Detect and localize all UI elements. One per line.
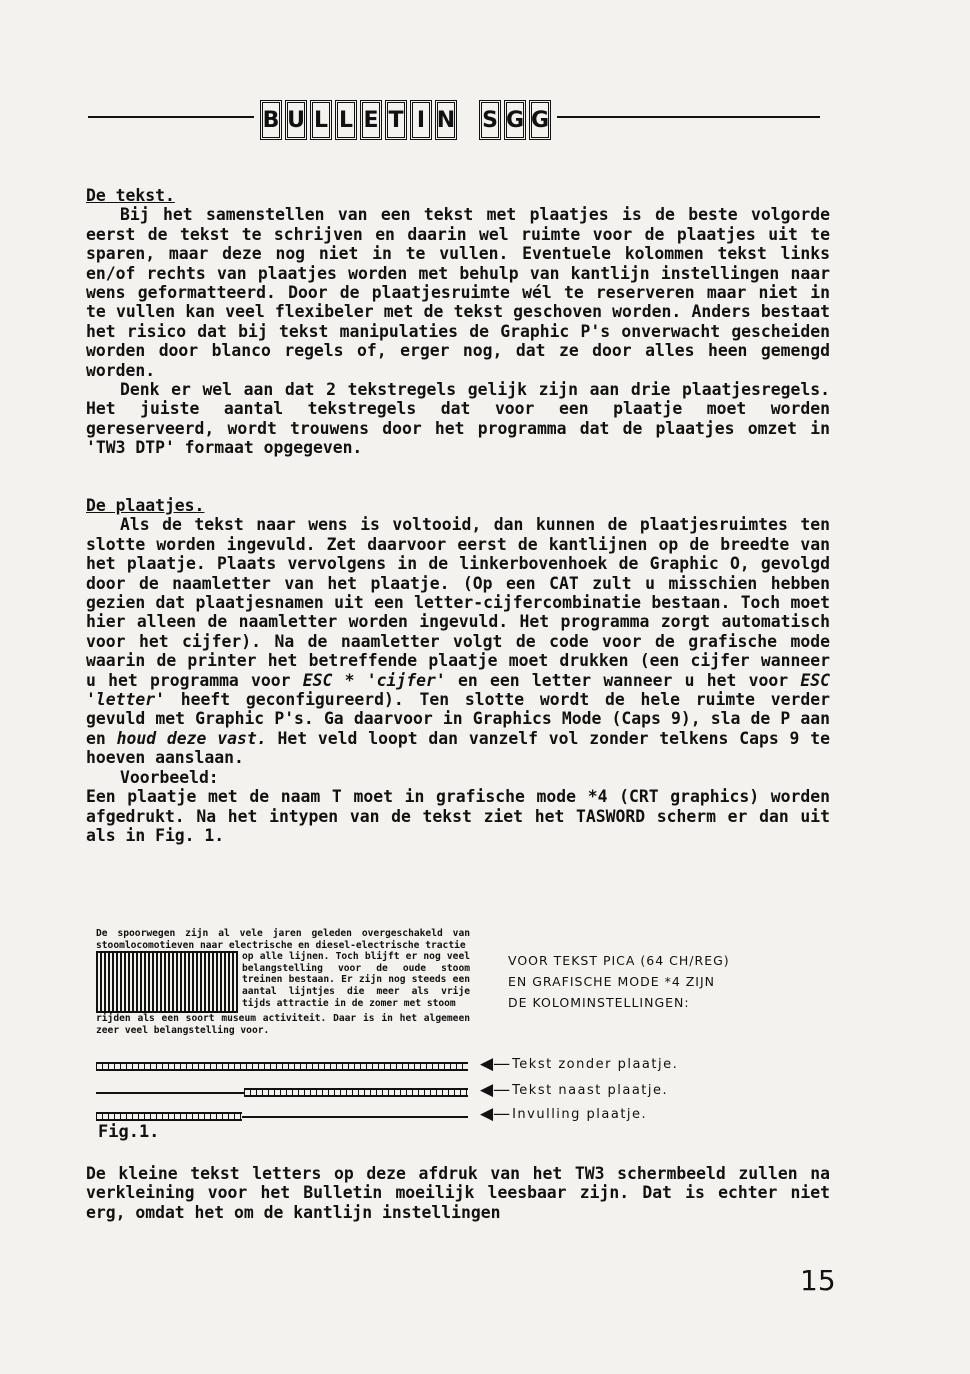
header-letter: N [435, 100, 457, 140]
arrow-label: ◀— Tekst naast plaatje. [480, 1080, 669, 1100]
section-closing [86, 1164, 830, 1222]
header-letter: E [360, 100, 382, 140]
figure-1 [96, 928, 836, 1148]
header-letter: U [285, 100, 307, 140]
bulletin-header [88, 100, 820, 148]
header-letter: G [529, 100, 551, 140]
section-heading: De plaatjes. [86, 496, 205, 515]
margin-bar-beside-picture [244, 1088, 468, 1097]
example-label: Voorbeeld: [120, 767, 219, 787]
header-letter: B [260, 100, 282, 140]
tasword-screen [96, 928, 470, 1036]
arrow-label: ◀— Tekst zonder plaatje. [480, 1054, 679, 1074]
margin-bar-picture [96, 1112, 242, 1121]
figure-label: Fig.1. [98, 1122, 160, 1142]
emphasis: ESC * 'cijfer' [302, 670, 446, 690]
paragraph: Als de tekst naar wens is voltooid, dan kunnen de plaatjesruimtes ten slotte worden ingevuld. Zet daarvoor eerst de kantlijnen op de breedte van het plaatje. Plaats vervolgens in de linkerbovenhoek de Graphic O, gevolgd door de naamletter van het plaatje. (Op een CAT zult u misschien hebben gezien dat plaatjesnamen uit een letter-cijfercombinatie bestaan. Toch moet hier alleen de naamletter worden ingevuld. Het programma zorgt automatisch voor het cijfer). Na de naamletter volgt de code voor de grafische mode waarin de printer het betreffende plaatje moet drukken (een cijfer wanneer u het programma voor ESC * 'cijfer' en een letter wanneer u het voor ESC 'letter' heeft geconfigureerd). Ten slotte wordt de hele ruimte verder gevuld met Graphic P's. Ga daarvoor in Graphics Mode (Caps 9), sla de P aan en houd deze vast. Het veld loopt dan vanzelf vol zonder telkens Caps 9 te hoeven aanslaan. [86, 515, 830, 768]
paragraph: De kleine tekst letters op deze afdruk van het TW3 schermbeeld zullen na verkleining voor het Bulletin moeilijk leesbaar zijn. Dat is echter niet erg, omdat het om de kantlijn instellingen [86, 1164, 830, 1222]
screen-side-text: op alle lijnen. Toch blijft er nog veel belangstelling voor de oude stoom treinen bestaan. Er zijn nog steeds een aantal lijntjes die meer als vrije tijds attractie in de zomer met stoom [242, 951, 470, 1009]
header-letter: G [504, 100, 526, 140]
margin-bar-text-only [96, 1062, 468, 1071]
screen-bottom-text: rijden als een soort museum activiteit. Daar is in het algemeen zeer veel belangstelling voor. [96, 1013, 470, 1036]
figure-caption [508, 950, 838, 1013]
header-title [254, 100, 557, 140]
caption-line: EN GRAFISCHE MODE *4 ZIJN [508, 974, 716, 989]
header-letter: T [385, 100, 407, 140]
section-de-plaatjes [86, 496, 830, 845]
header-letter: L [335, 100, 357, 140]
arrow-left-icon: ◀— [480, 1054, 511, 1074]
margin-line [242, 1116, 468, 1118]
graphic-p-block [96, 951, 238, 1013]
screen-top-text: De spoorwegen zijn al vele jaren geleden overgeschakeld van stoomlocomotieven naar electrische en diesel-electrische tractie [96, 928, 470, 951]
paragraph: Denk er wel aan dat 2 tekstregels gelijk zijn aan drie plaatjesregels. Het juiste aantal tekstregels dat voor een plaatje moet worden gereserveerd, wordt trouwens door het programma dat de plaatjes omzet in 'TW3 DTP' formaat opgegeven. [86, 380, 830, 458]
section-de-tekst [86, 186, 830, 458]
arrow-left-icon: ◀— [480, 1080, 511, 1100]
caption-line: VOOR TEKST PICA (64 CH/REG) [508, 953, 730, 968]
arrow-label: ◀— Invulling plaatje. [480, 1104, 648, 1124]
header-letter: I [410, 100, 432, 140]
example-text: Een plaatje met de naam T moet in grafische mode *4 (CRT graphics) worden afgedrukt. Na het intypen van de tekst ziet het TASWORD scherm er dan uit als in Fig. 1. [86, 787, 830, 845]
section-heading: De tekst. [86, 186, 175, 205]
page-number: 15 [800, 1264, 836, 1297]
arrow-left-icon: ◀— [480, 1104, 511, 1124]
header-letter: S [479, 100, 501, 140]
caption-line: DE KOLOMINSTELLINGEN: [508, 995, 690, 1010]
emphasis: houd deze vast. [116, 728, 267, 748]
header-letter: L [310, 100, 332, 140]
margin-line [96, 1092, 244, 1094]
paragraph: Bij het samenstellen van een tekst met plaatjes is de beste volgorde eerst de tekst te schrijven en daarin wel ruimte voor de plaatjes uit te sparen, maar deze nog niet in te vullen. Eventuele kolommen tekst links en/of rechts van plaatjes worden met behulp van kantlijn instellingen naar wens geformatteerd. Door de plaatjesruimte wél te reserveren maar niet in te vullen kan veel flexibeler met de tekst geschoven worden. Anders bestaat het risico dat bij tekst manipulaties de Graphic P's onverwacht gescheiden worden door blanco regels of, erger nog, dat ze door alles heen gemengd worden. [86, 205, 830, 380]
emphasis: ESC 'letter' [86, 670, 830, 710]
